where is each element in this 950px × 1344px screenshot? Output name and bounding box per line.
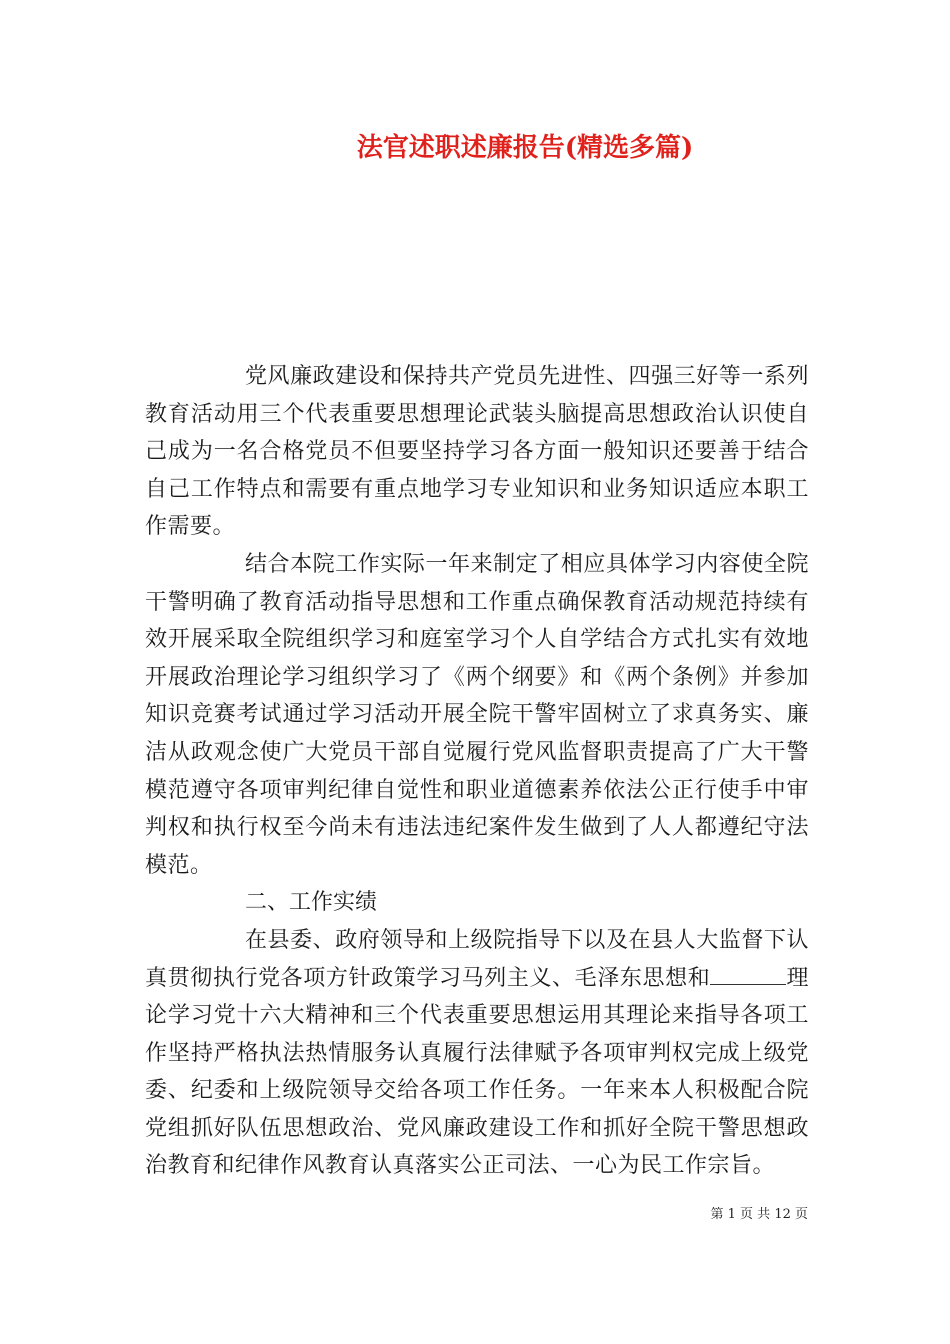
paragraph-1: 党风廉政建设和保持共产党员先进性、四强三好等一系列教育活动用三个代表重要思想理论武装头脑提高思想政治认识使自己成为一名合格党员不但要坚持学习各方面一般知识还要善于结合自己工作特点和需要有重点地学习专业知识和业务知识适应本职工作需要。: [145, 364, 809, 540]
document-body: [145, 358, 809, 1185]
document-title: 法官述职述廉报告(精选多篇): [356, 133, 694, 163]
fill-in-blank-line: [710, 962, 786, 985]
paragraph-3: [145, 922, 809, 1185]
paragraph-3-part-2: 理论学习党十六大精神和三个代表重要思想运用其理论来指导各项工作坚持严格执法热情服务认真履行法律赋予各项审判权完成上级党委、纪委和上级院领导交给各项工作任务。一年来本人积极配合院党组抓好队伍思想政治、党风廉政建设工作和抓好全院干警思想政治教育和纪律作风教育认真落实公正司法、一心为民工作宗旨。: [145, 965, 809, 1179]
paragraph-2: 结合本院工作实际一年来制定了相应具体学习内容使全院干警明确了教育活动指导思想和工作重点确保教育活动规范持续有效开展采取全院组织学习和庭室学习个人自学结合方式扎实有效地开展政治理论学习组织学习了《两个纲要》和《两个条例》并参加知识竞赛考试通过学习活动开展全院干警牢固树立了求真务实、廉洁从政观念使广大党员干部自觉履行党风监督职责提高了广大干警模范遵守各项审判纪律自觉性和职业道德素养依法公正行使手中审判权和执行权至今尚未有违法违纪案件发生做到了人人都遵纪守法模范。: [145, 551, 809, 878]
page-number-footer: 第 1 页 共 12 页: [710, 1207, 808, 1222]
section-heading: 二、工作实绩: [245, 890, 378, 916]
paragraph-3-part-1: 在县委、政府领导和上级院指导下以及在县人大监督下认真贯彻执行党各项方针政策学习马列主义、毛泽东思想和: [145, 927, 809, 991]
